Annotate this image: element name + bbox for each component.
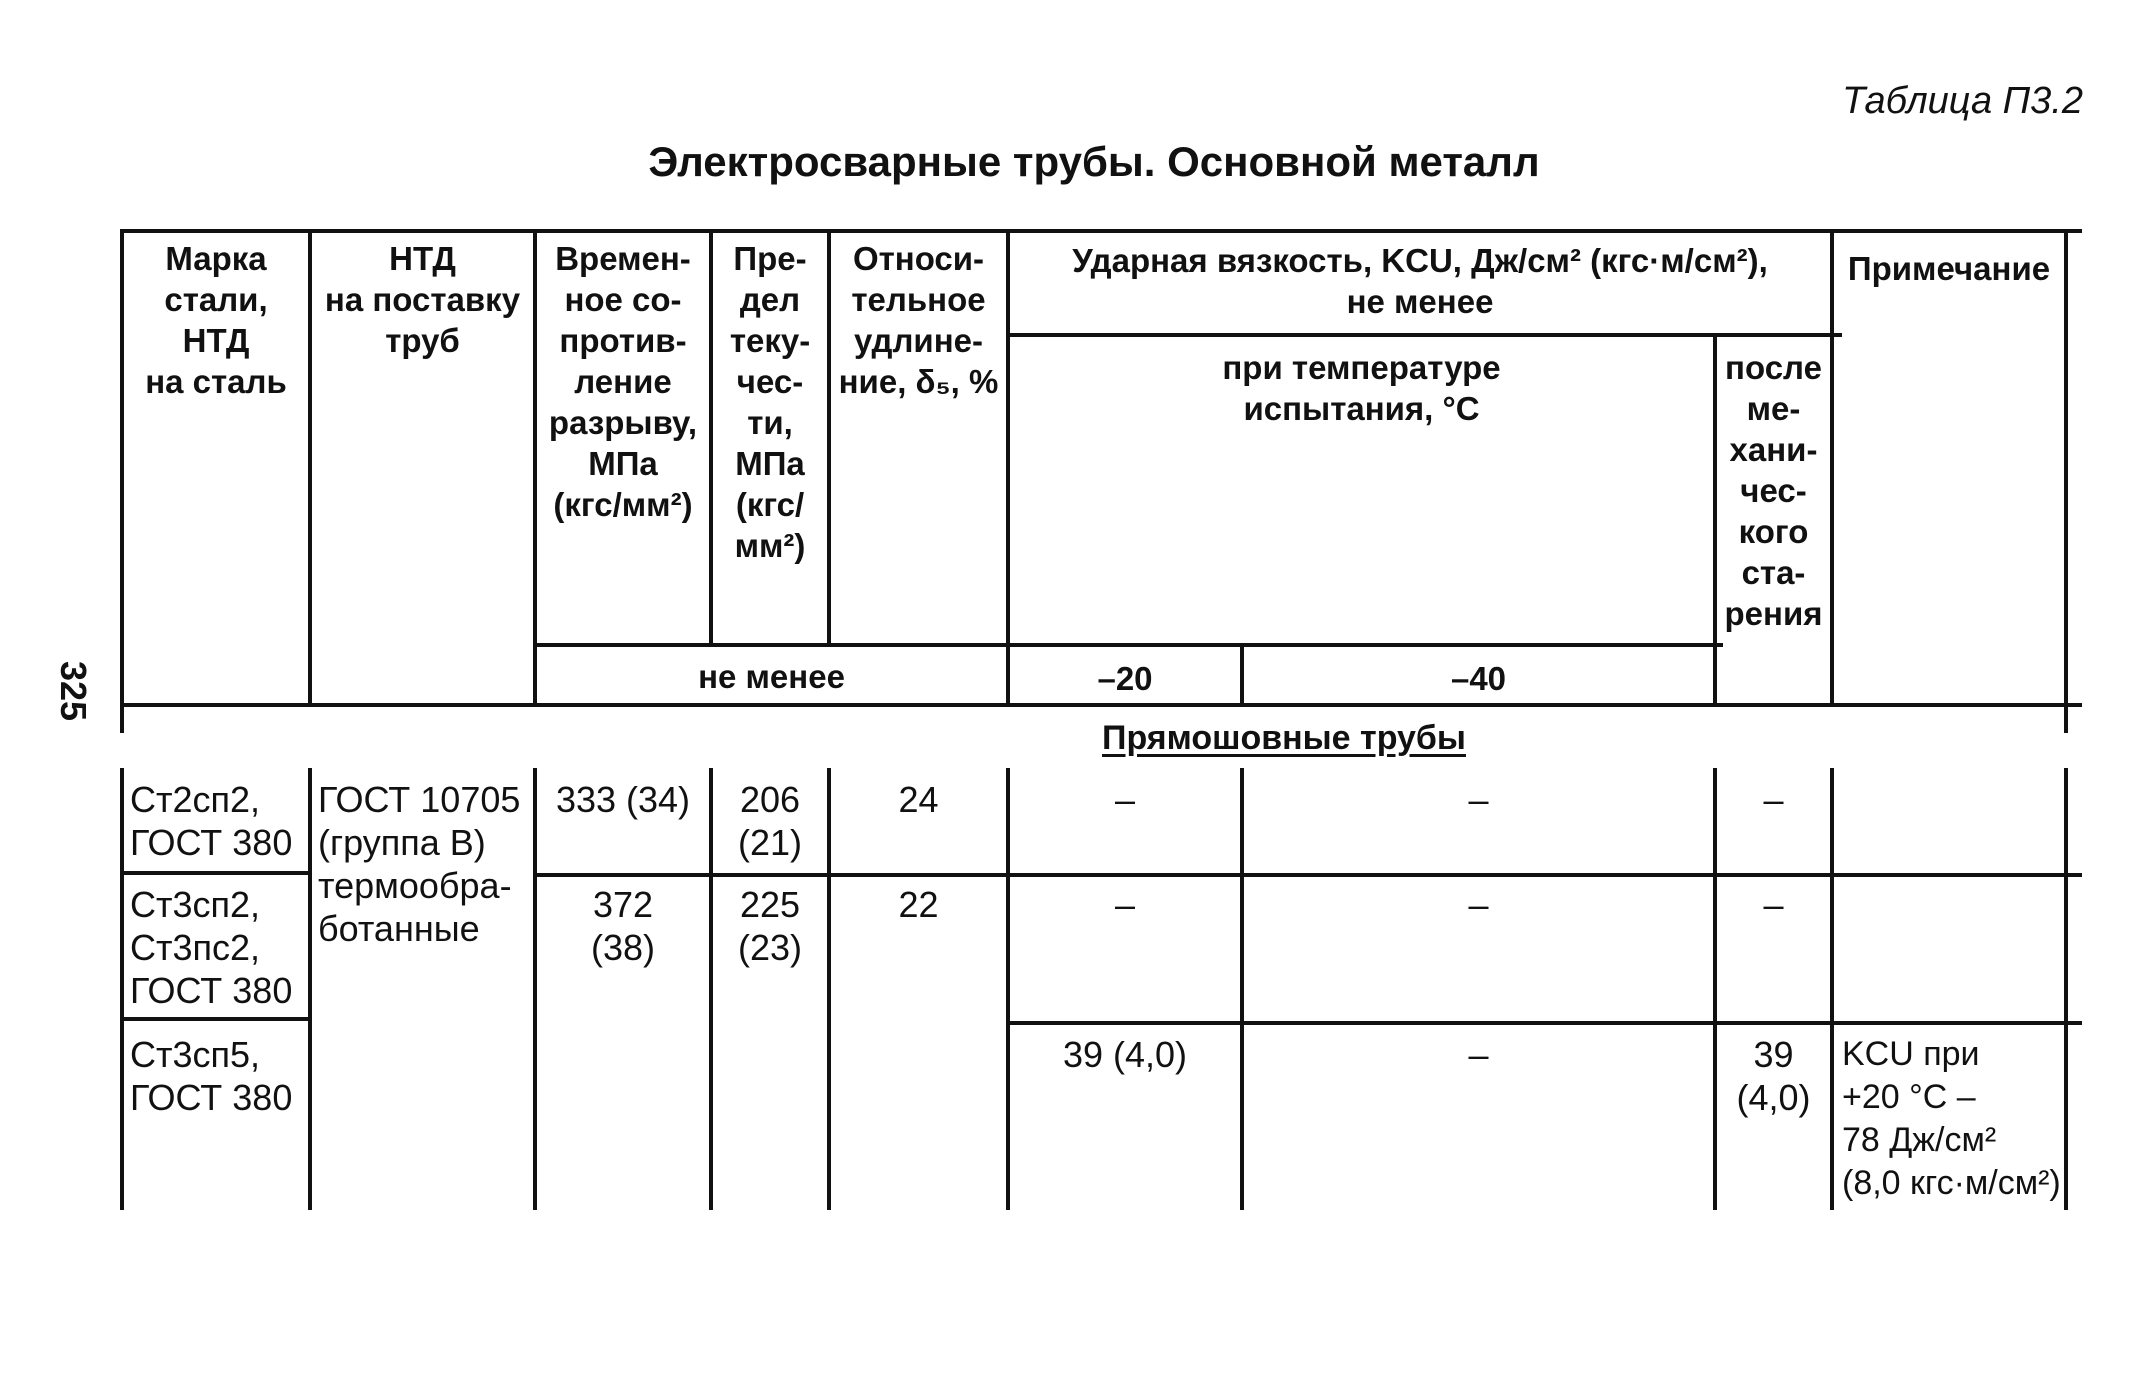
header-at-test-temperature: при температуре испытания, °С xyxy=(1222,349,1501,427)
header-yield-strength: Пре- дел теку- чес- ти, МПа (кгс/ мм²) xyxy=(729,240,811,564)
row1-kcu-minus20: – xyxy=(1114,779,1136,820)
body-col-1 xyxy=(308,768,312,1210)
row1-grade: Ст2сп2, ГОСТ 380 xyxy=(130,779,293,863)
header-temp-minus40: –40 xyxy=(1450,660,1507,697)
body-col-7 xyxy=(1713,768,1717,1210)
row2-elongation: 22 xyxy=(898,884,939,925)
row1-tensile: 333 (34) xyxy=(555,779,691,820)
row2-grade: Ст3сп2, Ст3пс2, ГОСТ 380 xyxy=(130,884,293,1011)
body-col-6 xyxy=(1240,768,1244,1210)
table-tag: Таблица П3.2 xyxy=(1842,80,2083,122)
body-col-5 xyxy=(1006,768,1010,1210)
not-less-divider xyxy=(535,643,1723,647)
body-col-right xyxy=(2064,703,2068,733)
row1-divider-right xyxy=(535,873,2082,877)
row1-yield: 206 (21) xyxy=(737,779,803,863)
row2-after-aging: – xyxy=(1763,884,1784,925)
body-col-left-2 xyxy=(120,768,124,1210)
row3-grade: Ст3сп5, ГОСТ 380 xyxy=(130,1034,293,1118)
row1-kcu-minus40: – xyxy=(1468,779,1489,820)
row3-after-aging: 39 (4,0) xyxy=(1736,1034,1811,1118)
row2-divider-right xyxy=(1008,1021,2082,1025)
row2-tensile: 372 (38) xyxy=(590,884,656,968)
header-elongation: Относи- тельное удлине- ние, δ₅, % xyxy=(838,240,999,400)
header-steel-grade: Марка стали, НТД на сталь xyxy=(145,240,287,400)
header-bottom-border xyxy=(120,703,2082,707)
row1-divider xyxy=(120,871,310,875)
col-border-right xyxy=(2064,229,2068,707)
row3-kcu-minus20: 39 (4,0) xyxy=(1062,1034,1188,1075)
row2-kcu-minus40: – xyxy=(1468,884,1489,925)
row3-note: KCU при +20 °С – 78 Дж/см² (8,0 кгс·м/см²) xyxy=(1842,1035,2061,1202)
page-number: 325 xyxy=(53,660,94,722)
row2-kcu-minus20: – xyxy=(1114,884,1136,925)
header-temp-minus20: –20 xyxy=(1097,660,1153,697)
col-border-8 xyxy=(1830,229,1834,707)
row2-yield: 225 (23) xyxy=(737,884,803,968)
row2-divider-left xyxy=(120,1017,310,1021)
section-title: Прямошовные трубы xyxy=(1102,719,1466,757)
row3-kcu-minus40: – xyxy=(1468,1034,1489,1075)
body-col-4 xyxy=(827,768,831,1210)
table-title: Электросварные трубы. Основной металл xyxy=(648,138,1540,185)
header-ntd: НТД на поставку труб xyxy=(324,240,521,359)
row1-elongation: 24 xyxy=(898,779,939,820)
header-not-less: не менее xyxy=(698,658,845,695)
table-top-border xyxy=(120,229,2082,233)
header-tensile-strength: Времен- ное со- против- ление разрыву, МПа (кгс/мм²) xyxy=(548,240,698,523)
body-col-2 xyxy=(533,768,537,1210)
header-after-aging: после ме- хани- чес- кого ста- рения xyxy=(1724,349,1823,632)
row1-after-aging: – xyxy=(1763,779,1784,820)
header-impact-toughness: Ударная вязкость, KCU, Дж/см² (кгс·м/см²), не менее xyxy=(1072,242,1768,320)
body-col-8 xyxy=(1830,768,1834,1210)
header-note: Примечание xyxy=(1847,250,2051,287)
row1-ntd: ГОСТ 10705 (группа В) термообра- ботанные xyxy=(318,779,521,949)
body-col-right-2 xyxy=(2064,768,2068,1210)
